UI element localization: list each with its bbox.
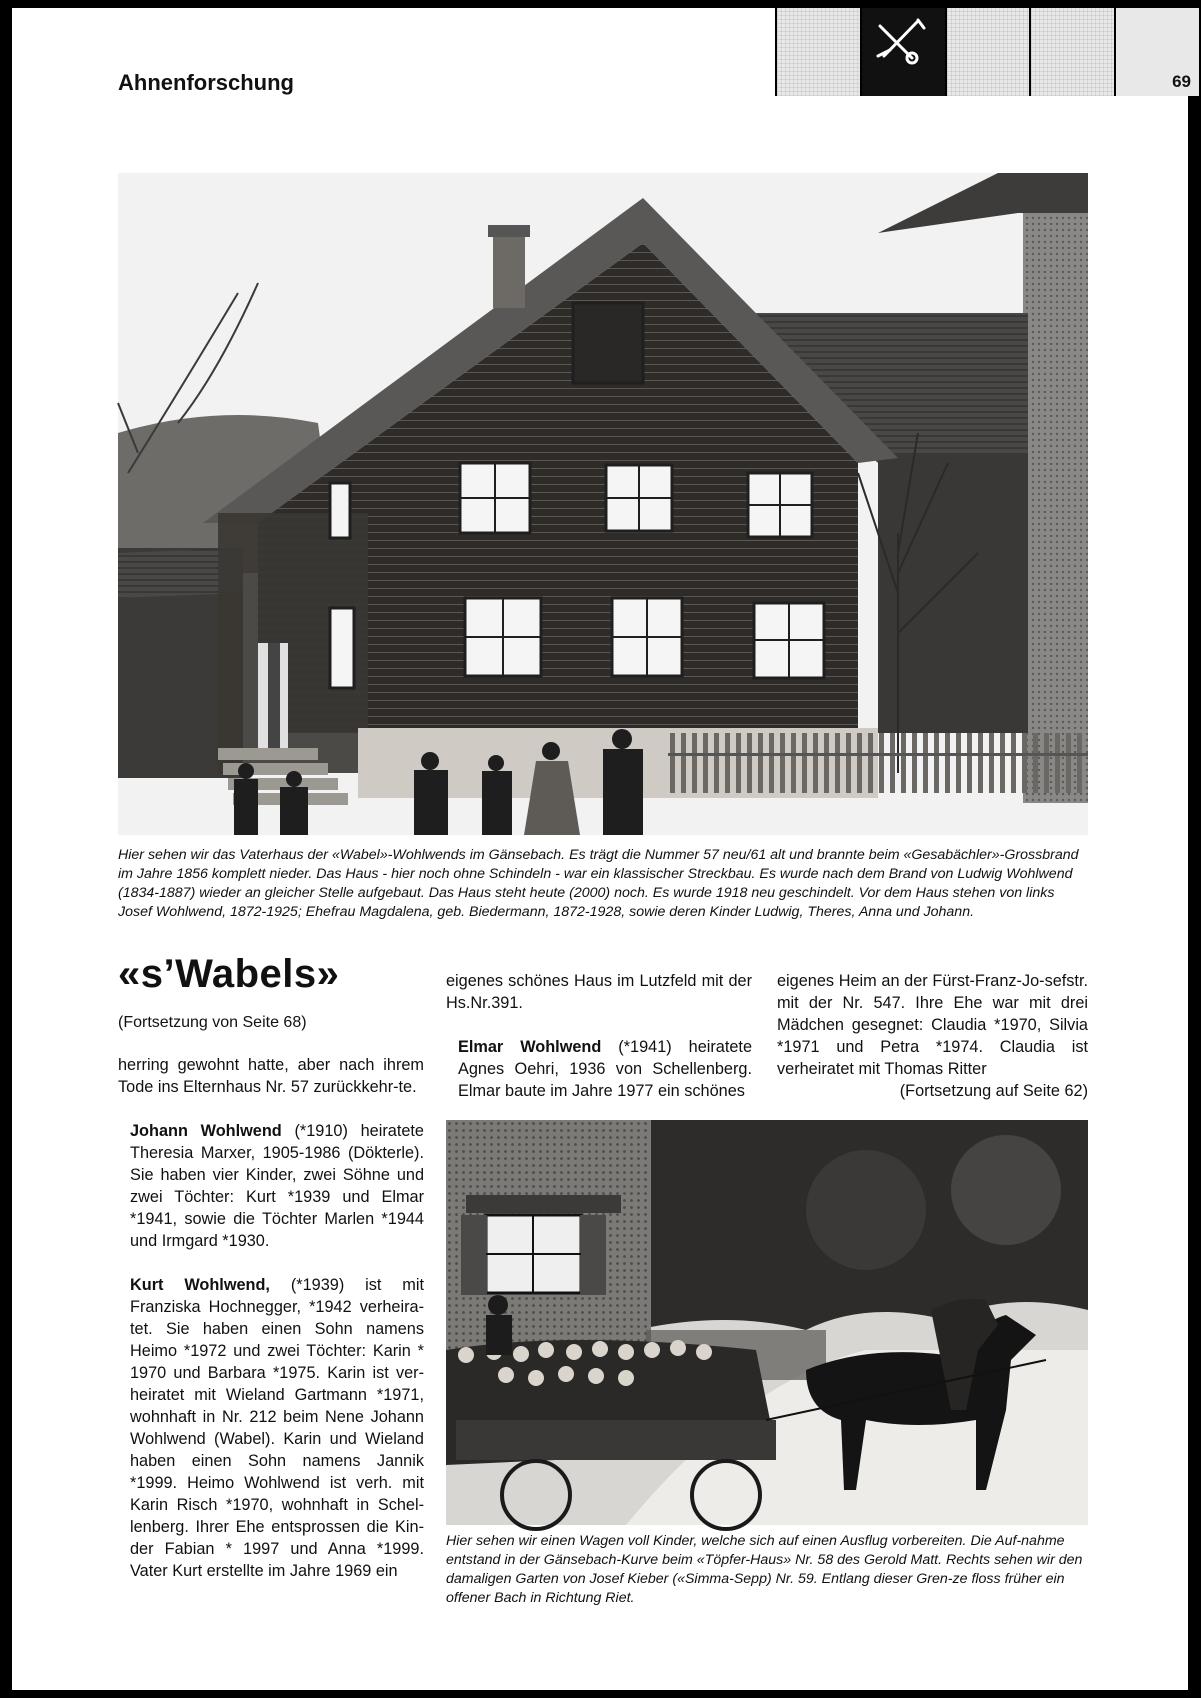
wagon-photo: [446, 1120, 1088, 1525]
person-name: Kurt Wohlwend,: [130, 1276, 270, 1294]
chapter-tabs: [775, 8, 1201, 96]
top-photo-caption: Hier sehen wir das Vaterhaus der «Wabel»-Wohlwends im Gänsebach. Es trägt die Nummer 57 neu/61 alt und brannte beim «Gesabächler»-Grossbrand im Jahre 1856 komplett nieder. Das Haus - hier noch ohne Schindeln - war ein klassischer Streckbau. Es wurde nach dem Brand von Ludwig Wohlwend (1834-1887) wieder an gleicher Stelle aufgebaut. Das Haus steht heute (2000) noch. Es wurde 1918 neu geschindelt. Vor dem Haus stehen von links Josef Wohlwend, 1872-1925; Ehefrau Magdalena, geb. Biedermann, 1872-1928, sowie deren Kinder Ludwig, Theres, Anna und Johann.: [118, 847, 1079, 920]
house-photo: [118, 173, 1088, 835]
chapter-tab: [1031, 8, 1116, 96]
paragraph: [118, 1120, 424, 1252]
chapter-tab: [777, 8, 862, 96]
person-name: Johann Wohlwend: [130, 1122, 282, 1140]
paragraph: eigenes Heim an der Fürst-Franz-Jo-sefstr. mit der Nr. 547. Ihre Ehe war mit drei Mädchen gesegnet: Claudia *1970, Silvia *1971 und Petra *1974. Claudia ist verheiratet mit Thomas Ritter: [777, 972, 1088, 1078]
page-number: 69: [1172, 72, 1191, 91]
continuation-note: (Fortsetzung auf Seite 62): [899, 1082, 1088, 1100]
crossed-tools-icon: [862, 8, 948, 96]
paragraph-text: (*1910) heiratete Theresia Marxer, 1905-1986 (Dökterle). Sie haben vier Kinder, zwei Söhne und zwei Töchter: Kurt *1939 und Elmar *1941, sowie die Töchter Marlen *1944 und Irmgard *1930.: [130, 1122, 424, 1250]
paragraph: herring gewohnt hatte, aber nach ihrem Tode ins Elternhaus Nr. 57 zurückkehr-te.: [118, 1056, 424, 1096]
paragraph: [446, 1036, 752, 1102]
paragraph: eigenes schönes Haus im Lutzfeld mit der Hs.Nr.391.: [446, 972, 752, 1012]
paragraph-text: (*1939) ist mit Franziska Hochnegger, *1942 verheira-tet. Sie haben einen Sohn namens Heimo *1972 und zwei Töchter: Karin * 1970 und Barbara *1975. Karin ist ver-heiratet mit Wieland Gartmann *1971, wohnhaft in Nr. 212 beim Nene Johann Wohlwend (Wabel). Karin und Wieland haben einen Sohn namens Jannik *1999. Heimo Wohlwend ist verh. mit Karin Risch *1970, wohnhaft in Schel-lenberg. Ihrer Ehe entsprossen die Kin-der Fabian * 1997 und Anna *1999. Vater Kurt erstellte im Jahre 1969 ein: [130, 1276, 424, 1580]
bottom-photo-caption: Hier sehen wir einen Wagen voll Kinder, welche sich auf einen Ausflug vorbereiten. Die Auf-nahme entstand in der Gänsebach-Kurve beim «Töpfer-Haus» Nr. 58 des Gerold Matt. Rechts sehen wir den damaligen Garten von Josef Kieber («Simma-Sepp) Nr. 59. Entlang dieser Gren-ze floss früher ein offener Bach in Richtung Riet.: [446, 1533, 1083, 1606]
article-column-1: [118, 1054, 424, 1582]
chapter-tab: [1116, 8, 1201, 96]
person-name: Elmar Wohlwend: [458, 1038, 602, 1056]
section-title: Ahnenforschung: [118, 70, 294, 95]
paragraph: [118, 1274, 424, 1582]
chapter-tab-active: [862, 8, 947, 96]
chapter-tab: [947, 8, 1032, 96]
article-column-2: [446, 970, 752, 1102]
page: [12, 8, 1191, 1690]
article-subtitle: (Fortsetzung von Seite 68): [118, 1014, 307, 1031]
paragraph-text: (*1941) heiratete Agnes Oehri, 1936 von Schellenberg. Elmar baute im Jahre 1977 ein schönes: [458, 1038, 752, 1100]
article-headline: «s’Wabels»: [118, 952, 340, 996]
article-column-3: [777, 970, 1088, 1102]
